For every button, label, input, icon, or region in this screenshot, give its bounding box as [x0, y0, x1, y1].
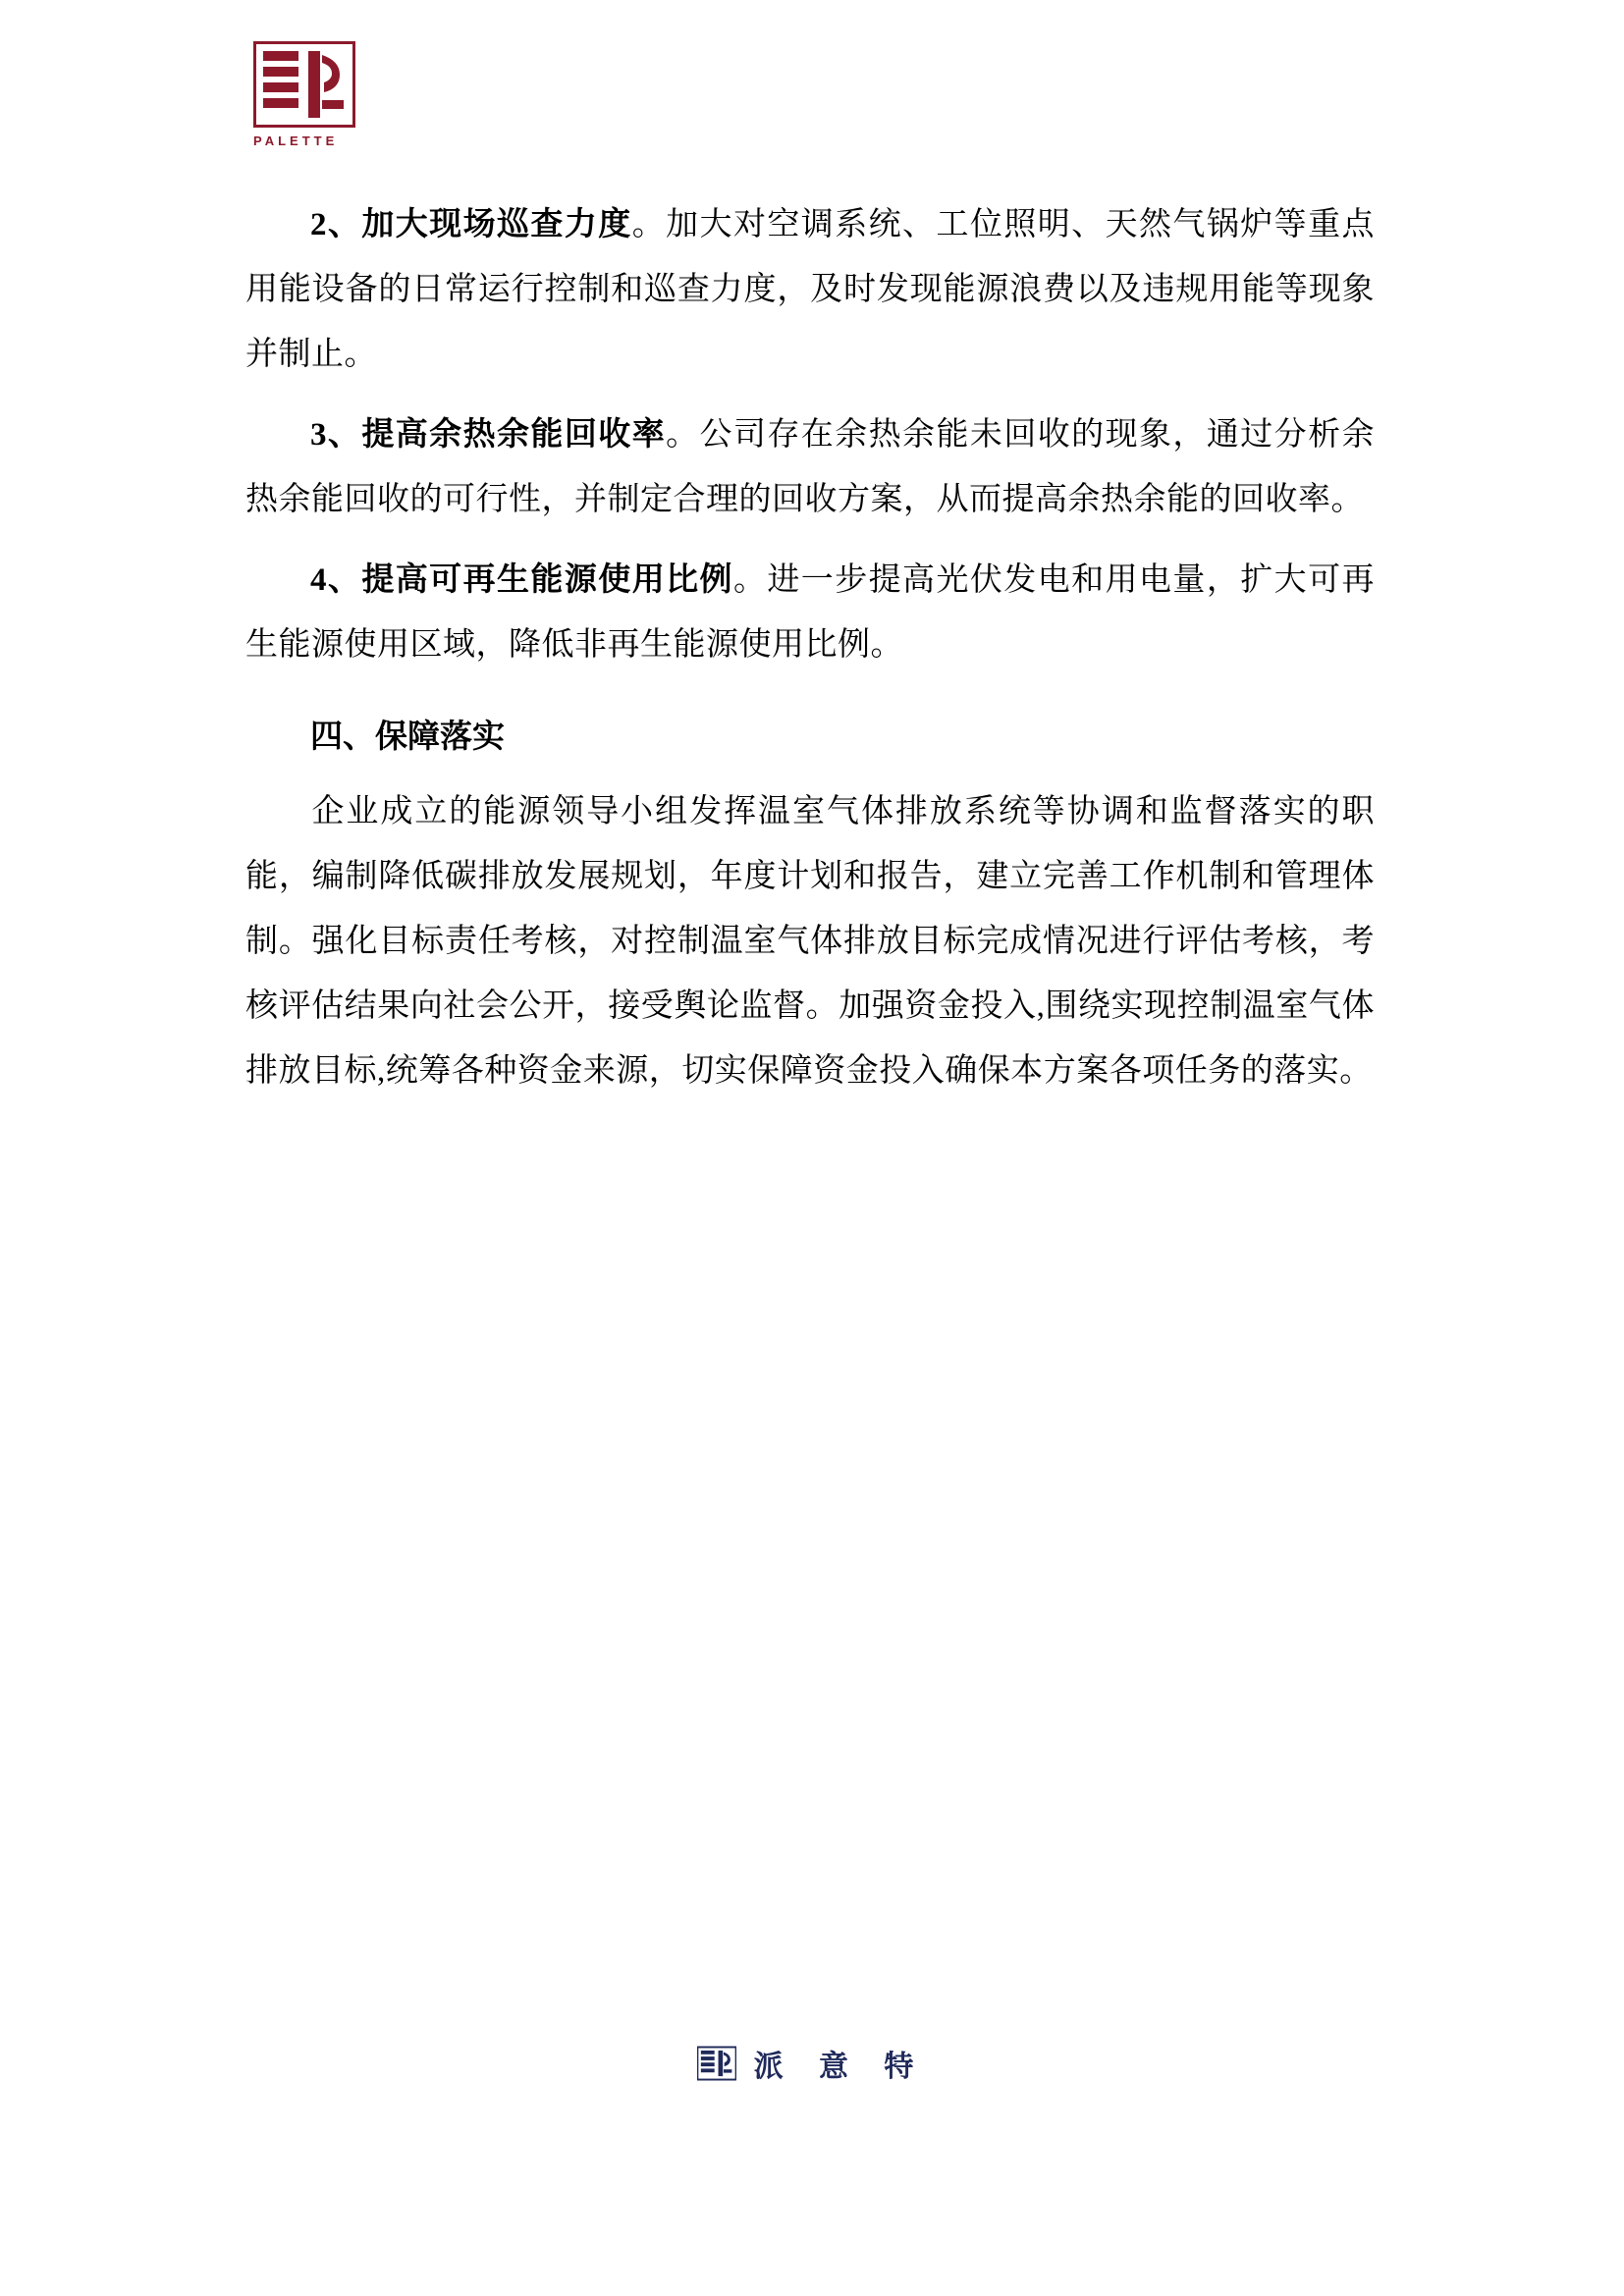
palette-seal-logo-icon [253, 41, 355, 128]
paragraph-lead: 3、提高余热余能回收率 [310, 417, 667, 453]
palette-seal-logo-icon [697, 2042, 736, 2085]
paragraph-closing [245, 779, 1375, 1103]
logo-wordmark: PALETTE [253, 133, 339, 148]
paragraph-text: 企业成立的能源领导小组发挥温室气体排放系统等协调和监督落实的职能，编制降低碳排放发展规划，年度计划和报告，建立完善工作机制和管理体制。强化目标责任考核，对控制温室气体排放目标完成情况进行评估考核，考核评估结果向社会公开，接受舆论监督。加强资金投入,围绕实现控制温室气体排放目标,统筹各种资金来源，切实保障资金投入确保本方案各项任务的落实。 [245, 794, 1375, 1089]
header-logo [253, 41, 391, 159]
section-heading [245, 705, 1375, 770]
paragraph-item-4 [245, 548, 1375, 677]
paragraph-lead: 2、加大现场巡查力度 [310, 207, 632, 242]
paragraph-item-2 [245, 192, 1375, 387]
paragraph-text: 。加大对空调系统、工位照明、天然气锅炉等重点用能设备的日常运行控制和巡查力度，及时发现能源浪费以及违规用能等现象并制止。 [245, 207, 1376, 372]
paragraph-text: 。公司存在余热余能未回收的现象，通过分析余热余能回收的可行性，并制定合理的回收方案，从而提高余热余能的回收率。 [245, 417, 1376, 517]
paragraph-text: 。进一步提高光伏发电和用电量，扩大可再生能源使用区域，降低非再生能源使用比例。 [245, 562, 1376, 663]
document-body [245, 192, 1375, 1119]
paragraph-item-3 [245, 402, 1375, 532]
paragraph-lead: 4、提高可再生能源使用比例 [310, 562, 733, 598]
page-footer [0, 2042, 1624, 2085]
section-heading-text: 四、保障落实 [310, 720, 505, 755]
footer-brand-text: 派 意 特 [753, 2051, 928, 2083]
